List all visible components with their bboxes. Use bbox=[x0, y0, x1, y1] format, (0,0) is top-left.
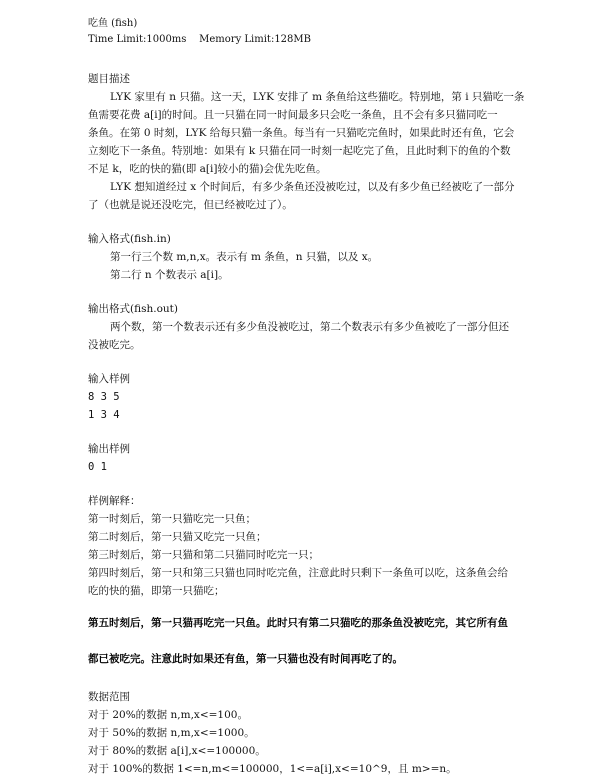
sample-output-heading: 输出样例 bbox=[88, 443, 130, 455]
explanation-line: 吃的快的猫，即第一只猫吃； bbox=[88, 585, 225, 597]
explanation-bold-line: 都已被吃完。注意此时如果还有鱼，第一只猫也没有时间再吃了的。 bbox=[88, 653, 403, 665]
description-line: 条鱼。在第 0 时刻，LYK 给每只猫一条鱼。每当有一只猫吃完鱼时，如果此时还有鱼，它会 bbox=[88, 127, 515, 139]
explanation-section bbox=[88, 492, 528, 668]
description-section bbox=[88, 70, 528, 214]
sample-input-heading: 输入样例 bbox=[88, 373, 130, 385]
sample-output-line: 0 1 bbox=[88, 461, 107, 473]
input-format-heading: 输入格式(fish.in) bbox=[88, 233, 171, 245]
problem-title: 吃鱼 (fish) bbox=[88, 18, 138, 29]
memory-limit: Memory Limit:128MB bbox=[199, 34, 311, 45]
sample-output-section bbox=[88, 440, 528, 476]
description-line: 不足 k，吃的快的猫(即 a[i]较小的猫)会优先吃鱼。 bbox=[88, 163, 327, 175]
sample-input-line: 1 3 4 bbox=[88, 409, 120, 421]
problem-header bbox=[88, 16, 528, 48]
description-line: LYK 家里有 n 只猫。这一天，LYK 安排了 m 条鱼给这些猫吃。特别地，第 i 只猫吃一条 bbox=[110, 91, 525, 103]
explanation-heading: 样例解释： bbox=[88, 495, 141, 507]
description-line: LYK 想知道经过 x 个时间后，有多少条鱼还没被吃过，以及有多少鱼已经被吃了一部分 bbox=[110, 181, 515, 193]
data-range-heading: 数据范围 bbox=[88, 691, 130, 703]
limits-line bbox=[88, 32, 528, 48]
data-range-section bbox=[88, 688, 528, 778]
output-format-line: 没被吃完。 bbox=[88, 339, 141, 351]
explanation-line: 第一时刻后，第一只猫吃完一只鱼； bbox=[88, 513, 256, 525]
input-format-line: 第二行 n 个数表示 a[i]。 bbox=[110, 269, 229, 281]
input-format-line: 第一行三个数 m,n,x。表示有 m 条鱼，n 只猫，以及 x。 bbox=[110, 251, 379, 263]
description-heading: 题目描述 bbox=[88, 73, 130, 85]
sample-input-line: 8 3 5 bbox=[88, 391, 120, 403]
time-limit: Time Limit:1000ms bbox=[88, 34, 187, 45]
description-line: 了（也就是说还没吃完，但已经被吃过了）。 bbox=[88, 199, 293, 211]
sample-input-section bbox=[88, 370, 528, 424]
input-format-section bbox=[88, 230, 528, 284]
data-range-line: 对于 20%的数据 n,m,x<=100。 bbox=[88, 709, 248, 721]
output-format-section bbox=[88, 300, 528, 354]
output-format-line: 两个数，第一个数表示还有多少鱼没被吃过，第二个数表示有多少鱼被吃了一部分但还 bbox=[110, 321, 509, 333]
problem-statement bbox=[88, 16, 528, 778]
data-range-line: 对于 50%的数据 n,m,x<=1000。 bbox=[88, 727, 255, 739]
data-range-line: 对于 80%的数据 a[i],x<=100000。 bbox=[88, 745, 266, 757]
output-format-heading: 输出格式(fish.out) bbox=[88, 303, 178, 315]
description-line: 鱼需要花费 a[i]的时间。且一只猫在同一时间最多只会吃一条鱼，且不会有多只猫同吃一 bbox=[88, 109, 498, 121]
explanation-bold-line: 第五时刻后，第一只猫再吃完一只鱼。此时只有第二只猫吃的那条鱼没被吃完，其它所有鱼 bbox=[88, 617, 508, 629]
explanation-line: 第二时刻后，第一只猫又吃完一只鱼； bbox=[88, 531, 267, 543]
data-range-line: 对于 100%的数据 1<=n,m<=100000，1<=a[i],x<=10^9，且 m>=n。 bbox=[88, 763, 457, 775]
explanation-line: 第三时刻后，第一只猫和第二只猫同时吃完一只； bbox=[88, 549, 319, 561]
explanation-line: 第四时刻后，第一只和第三只猫也同时吃完鱼，注意此时只剩下一条鱼可以吃，这条鱼会给 bbox=[88, 567, 508, 579]
description-line: 立刻吃下一条鱼。特别地：如果有 k 只猫在同一时刻一起吃完了鱼，且此时剩下的鱼的个数 bbox=[88, 145, 511, 157]
